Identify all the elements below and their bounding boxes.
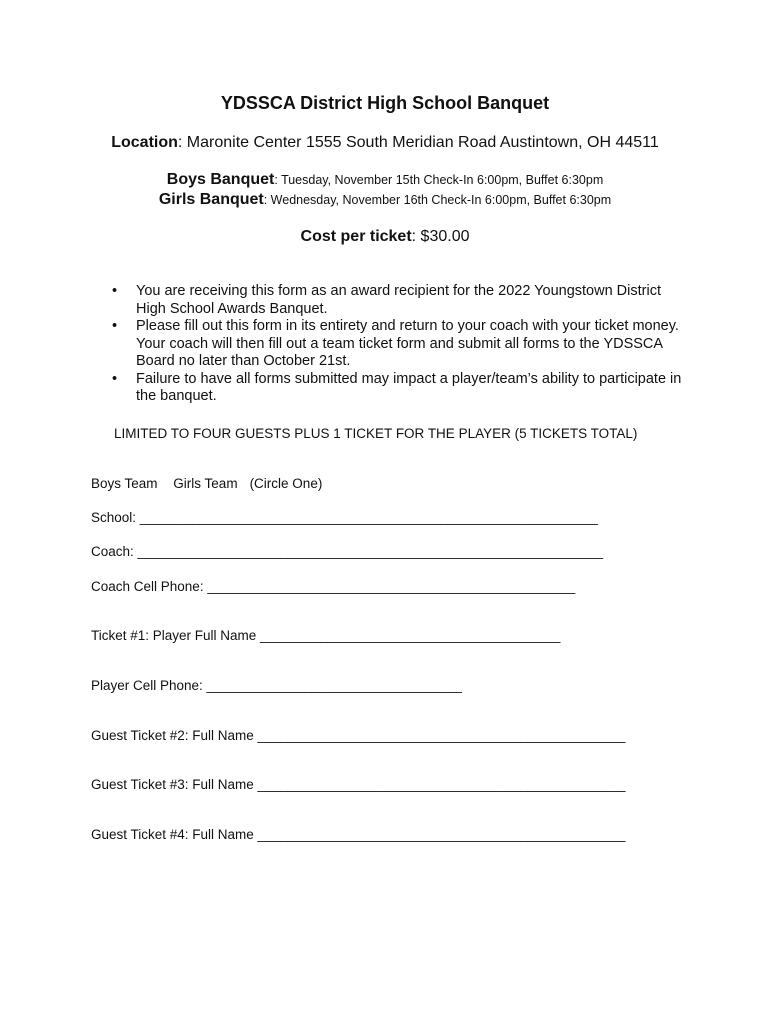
girls-banquet-value: : Wednesday, November 16th Check-In 6:00pm, Buffet 6:30pm: [263, 193, 612, 207]
boys-team-option[interactable]: Boys Team: [91, 476, 158, 491]
guest-limit-note: LIMITED TO FOUR GUESTS PLUS 1 TICKET FOR THE PLAYER (5 TICKETS TOTAL): [114, 426, 638, 441]
bullet-icon: •: [112, 283, 118, 299]
boys-banquet-value: : Tuesday, November 15th Check-In 6:00pm, Buffet 6:30pm: [274, 173, 604, 187]
guest-ticket4-name-field[interactable]: Guest Ticket #4: Full Name _________________________________________________: [91, 827, 626, 842]
instruction-item: [112, 371, 682, 406]
instruction-item: [112, 318, 682, 371]
instruction-text: Failure to have all forms submitted may impact a player/team’s ability to participate in the banquet.: [136, 370, 682, 404]
instruction-item: [112, 283, 682, 318]
team-choice-line: [91, 476, 334, 491]
bullet-icon: •: [112, 318, 118, 334]
guest-ticket2-name-field[interactable]: Guest Ticket #2: Full Name _________________________________________________: [91, 728, 626, 743]
cost-value: : $30.00: [411, 228, 470, 245]
girls-banquet-line: [0, 191, 770, 209]
page-title: YDSSCA District High School Banquet: [220, 93, 550, 113]
location-line: [0, 134, 770, 152]
girls-team-option[interactable]: Girls Team: [173, 476, 238, 491]
instruction-text: Please fill out this form in its entirety and return to your coach with your ticket money. Your coach will then fill out a team ticket form and submit all forms to the YDSSCA Board no later than October 21st.: [136, 318, 679, 369]
location-value: : Maronite Center 1555 South Meridian Road Austintown, OH 44511: [177, 134, 659, 151]
instruction-text: You are receiving this form as an award recipient for the 2022 Youngstown District High School Awards Banquet.: [136, 283, 661, 317]
instructions-list: [112, 283, 682, 406]
boys-banquet-label: Boys Banquet: [166, 171, 275, 188]
boys-banquet-line: [0, 171, 770, 189]
ticket1-player-name-field[interactable]: Ticket #1: Player Full Name ________________________________________: [91, 628, 561, 643]
coach-cell-phone-field[interactable]: Coach Cell Phone: _________________________________________________: [91, 579, 576, 594]
school-field[interactable]: School: _____________________________________________________________: [91, 510, 598, 525]
player-cell-phone-field[interactable]: Player Cell Phone: __________________________________: [91, 678, 462, 693]
cost-label: Cost per ticket: [300, 228, 412, 245]
cost-line: [0, 228, 770, 246]
bullet-icon: •: [112, 370, 118, 387]
girls-banquet-label: Girls Banquet: [158, 191, 264, 208]
guest-ticket3-name-field[interactable]: Guest Ticket #3: Full Name _________________________________________________: [91, 777, 626, 792]
coach-field[interactable]: Coach: ______________________________________________________________: [91, 544, 604, 559]
location-label: Location: [111, 134, 178, 151]
circle-one-instruction: (Circle One): [249, 476, 323, 491]
